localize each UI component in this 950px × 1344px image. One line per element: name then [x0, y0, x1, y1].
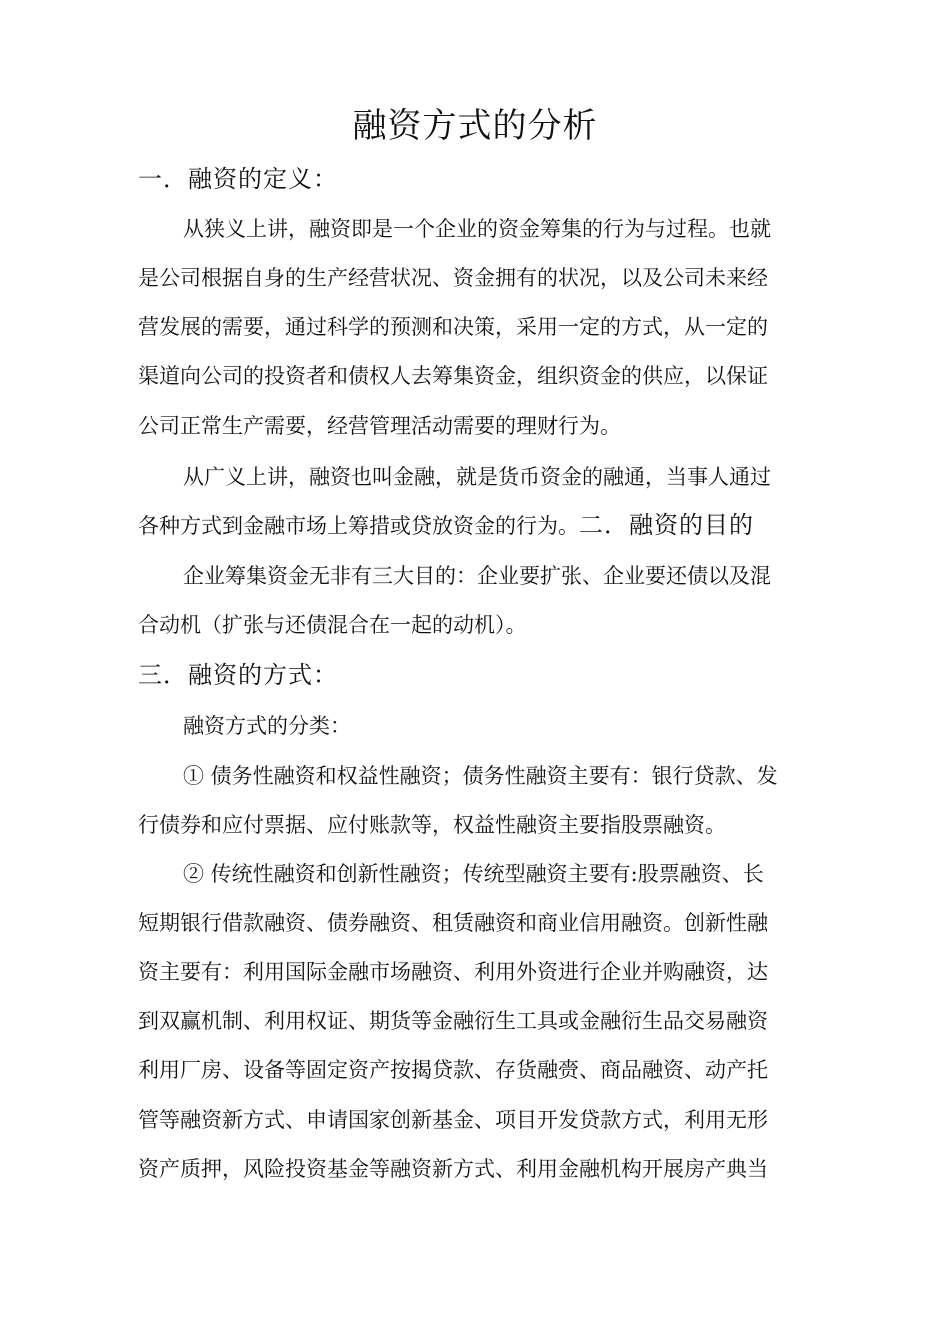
paragraph-line: 企业筹集资金无非有三大目的：企业要扩张、企业要还债以及混: [183, 564, 771, 588]
section-heading-purpose: 二．融资的目的: [579, 511, 754, 539]
list-item-line: ② 传统性融资和创新性融资；传统型融资主要有:股票融资、长: [183, 862, 764, 886]
paragraph-line: 从广义上讲，融资也叫金融，就是货币资金的融通，当事人通过: [183, 465, 771, 489]
paragraph-line: [138, 511, 818, 540]
paragraph-text: 各种方式到金融市场上筹措或贷放资金的行为。: [138, 514, 579, 538]
paragraph-line: 合动机（扩张与还债混合在一起的动机）。: [138, 613, 527, 637]
list-item-line: 资主要有：利用国际金融市场融资、利用外资进行企业并购融资，达: [138, 960, 768, 984]
document-title: 融资方式的分析: [352, 106, 598, 146]
section-heading-definition: 一．融资的定义：: [138, 165, 338, 193]
paragraph-line: 营发展的需要，通过科学的预测和决策，采用一定的方式，从一定的: [138, 315, 768, 339]
list-item-line: 资产质押，风险投资基金等融资新方式、利用金融机构开展房产典当: [138, 1157, 768, 1181]
section-heading-methods: 三．融资的方式：: [138, 661, 338, 689]
list-item-line: 到双赢机制、利用权证、期货等金融衍生工具或金融衍生品交易融资: [138, 1009, 768, 1033]
paragraph-line: 是公司根据自身的生产经营状况、资金拥有的状况，以及公司未来经: [138, 266, 768, 290]
paragraph-line: 公司正常生产需要，经营管理活动需要的理财行为。: [138, 414, 621, 438]
list-item-line: ① 债务性融资和权益性融资；债务性融资主要有：银行贷款、发: [183, 764, 778, 788]
paragraph-line: 从狭义上讲，融资即是一个企业的资金筹集的行为与过程。也就: [183, 217, 771, 241]
list-item-line: 短期银行借款融资、债券融资、租赁融资和商业信用融资。创新性融: [138, 911, 768, 935]
list-item-line: 利用厂房、设备等固定资产按揭贷款、存货融赍、商品融资、动产托: [138, 1058, 768, 1082]
list-item-line: 行债券和应付票据、应付账款等，权益性融资主要指股票融资。: [138, 813, 726, 837]
paragraph-line: 渠道向公司的投资者和债权人去筹集资金，组织资金的供应，以保证: [138, 364, 768, 388]
classification-label: 融资方式的分类：: [183, 714, 351, 738]
list-item-line: 管等融资新方式、申请国家创新基金、项目开发贷款方式，利用无形: [138, 1108, 768, 1132]
